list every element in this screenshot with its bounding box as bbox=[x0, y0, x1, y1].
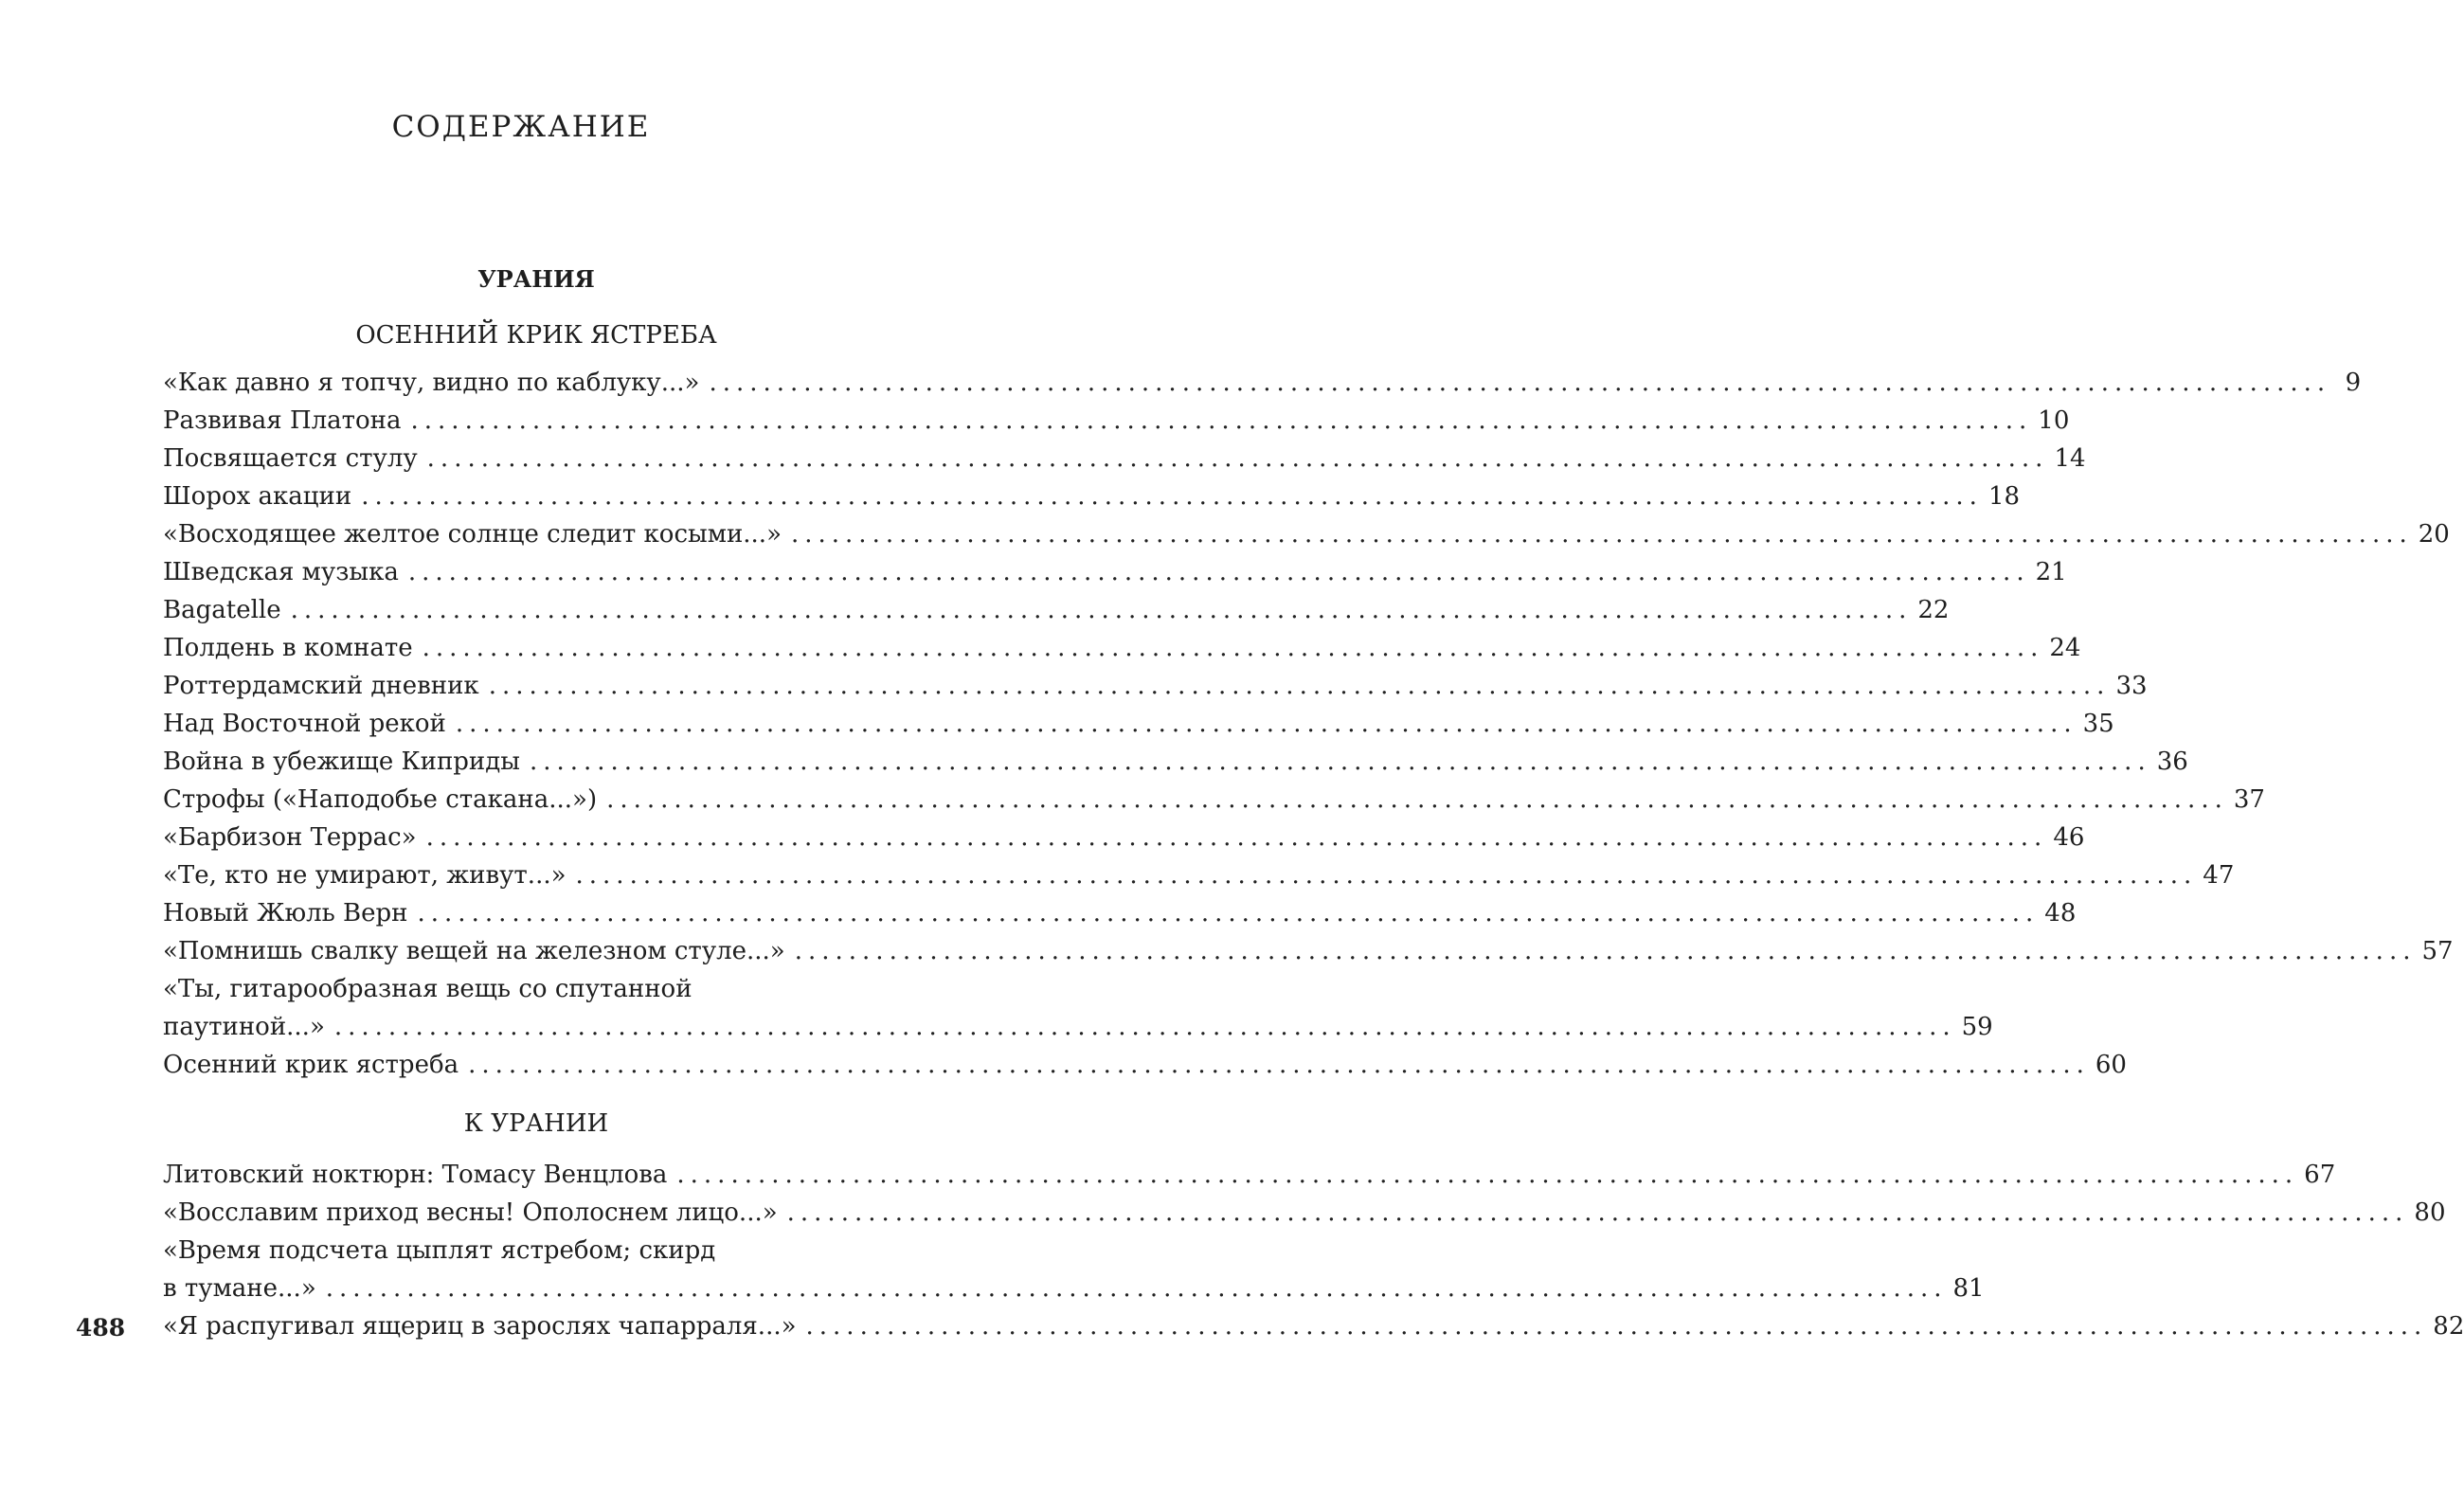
toc-list bbox=[163, 1156, 2464, 1345]
entry-page-number: 36 bbox=[2156, 748, 2188, 776]
entry-title: Война в убежище Киприды bbox=[163, 748, 520, 776]
dot-leader: ........................................................................................................................ bbox=[529, 748, 2151, 776]
dot-leader: ........................................................................................................................ bbox=[425, 823, 2048, 852]
dot-leader: ........................................................................................................................ bbox=[606, 785, 2228, 814]
dot-leader: ........................................................................................................................ bbox=[426, 444, 2049, 473]
toc-entry bbox=[163, 743, 2188, 781]
entry-title: Роттердамский дневник bbox=[163, 672, 479, 700]
entry-page-number: 82 bbox=[2433, 1312, 2464, 1341]
toc-entry bbox=[163, 1232, 1985, 1307]
toc-entry bbox=[163, 970, 1993, 1046]
entry-page-number: 33 bbox=[2115, 672, 2148, 700]
toc-entry bbox=[163, 553, 2067, 591]
toc-entry bbox=[163, 932, 2454, 970]
entry-page-number: 67 bbox=[2304, 1161, 2336, 1189]
page-number: 488 bbox=[76, 1314, 126, 1342]
toc-entry bbox=[163, 856, 2235, 894]
entry-page-number: 57 bbox=[2421, 937, 2454, 965]
toc-entry bbox=[163, 705, 2114, 743]
entry-page-number: 9 bbox=[2345, 369, 2362, 397]
toc-entry bbox=[163, 819, 2085, 856]
entry-title: Новый Жюль Верн bbox=[163, 899, 408, 928]
entry-page-number: 22 bbox=[1917, 596, 1950, 624]
dot-leader: ........................................................................................................................ bbox=[325, 1274, 1948, 1303]
entry-page-number: 59 bbox=[1961, 1013, 1993, 1041]
entry-page-number: 14 bbox=[2054, 444, 2086, 473]
toc-entry bbox=[163, 1307, 2464, 1345]
entry-title: «Восходящее желтое солнце следит косыми...» bbox=[163, 520, 782, 549]
entry-title: паутиной...» bbox=[163, 1013, 325, 1041]
entry-page-number: 21 bbox=[2035, 558, 2067, 586]
entry-page-number: 80 bbox=[2414, 1198, 2446, 1227]
dot-leader: ........................................................................................................................ bbox=[575, 861, 2198, 890]
toc-entry bbox=[163, 515, 2450, 553]
toc-entry bbox=[163, 440, 2086, 477]
entry-page-number: 35 bbox=[2082, 710, 2114, 738]
dot-leader: ........................................................................................................................ bbox=[786, 1198, 2409, 1227]
toc-entry bbox=[163, 894, 2077, 932]
entry-page-number: 60 bbox=[2095, 1051, 2127, 1079]
entry-title: в тумане...» bbox=[163, 1274, 316, 1303]
entry-page-number: 48 bbox=[2044, 899, 2077, 928]
part-title: УРАНИЯ bbox=[477, 265, 595, 293]
dot-leader: ........................................................................................................................ bbox=[417, 899, 2040, 928]
entry-title: «Восславим приход весны! Ополоснем лицо...» bbox=[163, 1198, 778, 1227]
entry-title: Строфы («Наподобье стакана...») bbox=[163, 785, 598, 814]
toc-entry bbox=[163, 1194, 2446, 1232]
toc-entry bbox=[163, 781, 2265, 819]
entry-page-number: 10 bbox=[2038, 406, 2070, 435]
entry-page-number: 24 bbox=[2049, 634, 2081, 662]
dot-leader: ........................................................................................................................ bbox=[488, 672, 2111, 700]
toc-entry bbox=[163, 667, 2148, 705]
entry-title: «Барбизон Террас» bbox=[163, 823, 417, 852]
toc-entry bbox=[163, 591, 1950, 629]
toc-entry bbox=[163, 402, 2070, 440]
dot-leader: ........................................................................................................................ bbox=[805, 1312, 2428, 1341]
entry-title: Bagatelle bbox=[163, 596, 281, 624]
entry-title: Полдень в комнате bbox=[163, 634, 413, 662]
entry-title: «Как давно я топчу, видно по каблуку...» bbox=[163, 369, 700, 397]
dot-leader: ........................................................................................................................ bbox=[333, 1013, 1956, 1041]
dot-leader: ........................................................................................................................ bbox=[455, 710, 2077, 738]
entry-title: «Время подсчета цыплят ястребом; скирд bbox=[163, 1236, 716, 1265]
dot-leader: ........................................................................................................................ bbox=[410, 406, 2033, 435]
entry-page-number: 37 bbox=[2233, 785, 2265, 814]
entry-title: Развивая Платона bbox=[163, 406, 402, 435]
toc-entry bbox=[163, 629, 2081, 667]
dot-leader: ........................................................................................................................ bbox=[468, 1051, 2090, 1079]
entry-title: «Те, кто не умирают, живут...» bbox=[163, 861, 567, 890]
entry-title: «Ты, гитарообразная вещь со спутанной bbox=[163, 975, 692, 1003]
page-title: СОДЕРЖАНИЕ bbox=[391, 110, 651, 144]
dot-leader: ........................................................................................................................ bbox=[790, 520, 2413, 549]
entry-title: Осенний крик ястреба bbox=[163, 1051, 459, 1079]
section-title: К УРАНИИ bbox=[463, 1109, 609, 1138]
entry-page-number: 46 bbox=[2053, 823, 2085, 852]
entry-title: Посвящается стулу bbox=[163, 444, 418, 473]
toc-entry bbox=[163, 1046, 2127, 1084]
dot-leader: ........................................................................................................................ bbox=[794, 937, 2417, 965]
entry-title: Над Восточной рекой bbox=[163, 710, 446, 738]
entry-title: «Помнишь свалку вещей на железном стуле...» bbox=[163, 937, 785, 965]
entry-title: «Я распугивал ящериц в зарослях чапарраля...» bbox=[163, 1312, 797, 1341]
dot-leader: ........................................................................................................................ bbox=[361, 482, 1983, 511]
entry-title: Шведская музыка bbox=[163, 558, 399, 586]
entry-page-number: 20 bbox=[2418, 520, 2450, 549]
entry-page-number: 47 bbox=[2203, 861, 2235, 890]
toc-entry bbox=[163, 477, 2021, 515]
toc-entry bbox=[163, 1156, 2336, 1194]
dot-leader: ........................................................................................................................ bbox=[407, 558, 2030, 586]
dot-leader: ........................................................................................................................ bbox=[290, 596, 1913, 624]
section-title: ОСЕННИЙ КРИК ЯСТРЕБА bbox=[355, 321, 717, 350]
toc-entry bbox=[163, 364, 2362, 402]
dot-leader: ........................................................................................................................ bbox=[422, 634, 2044, 662]
entry-title: Литовский ноктюрн: Томасу Венцлова bbox=[163, 1161, 668, 1189]
dot-leader: ........................................................................................................................ bbox=[676, 1161, 2299, 1189]
entry-page-number: 81 bbox=[1952, 1274, 1985, 1303]
entry-title: Шорох акации bbox=[163, 482, 352, 511]
dot-leader: ........................................................................................................................ bbox=[709, 369, 2331, 397]
toc-list bbox=[163, 364, 2454, 1084]
entry-page-number: 18 bbox=[1987, 482, 2021, 511]
